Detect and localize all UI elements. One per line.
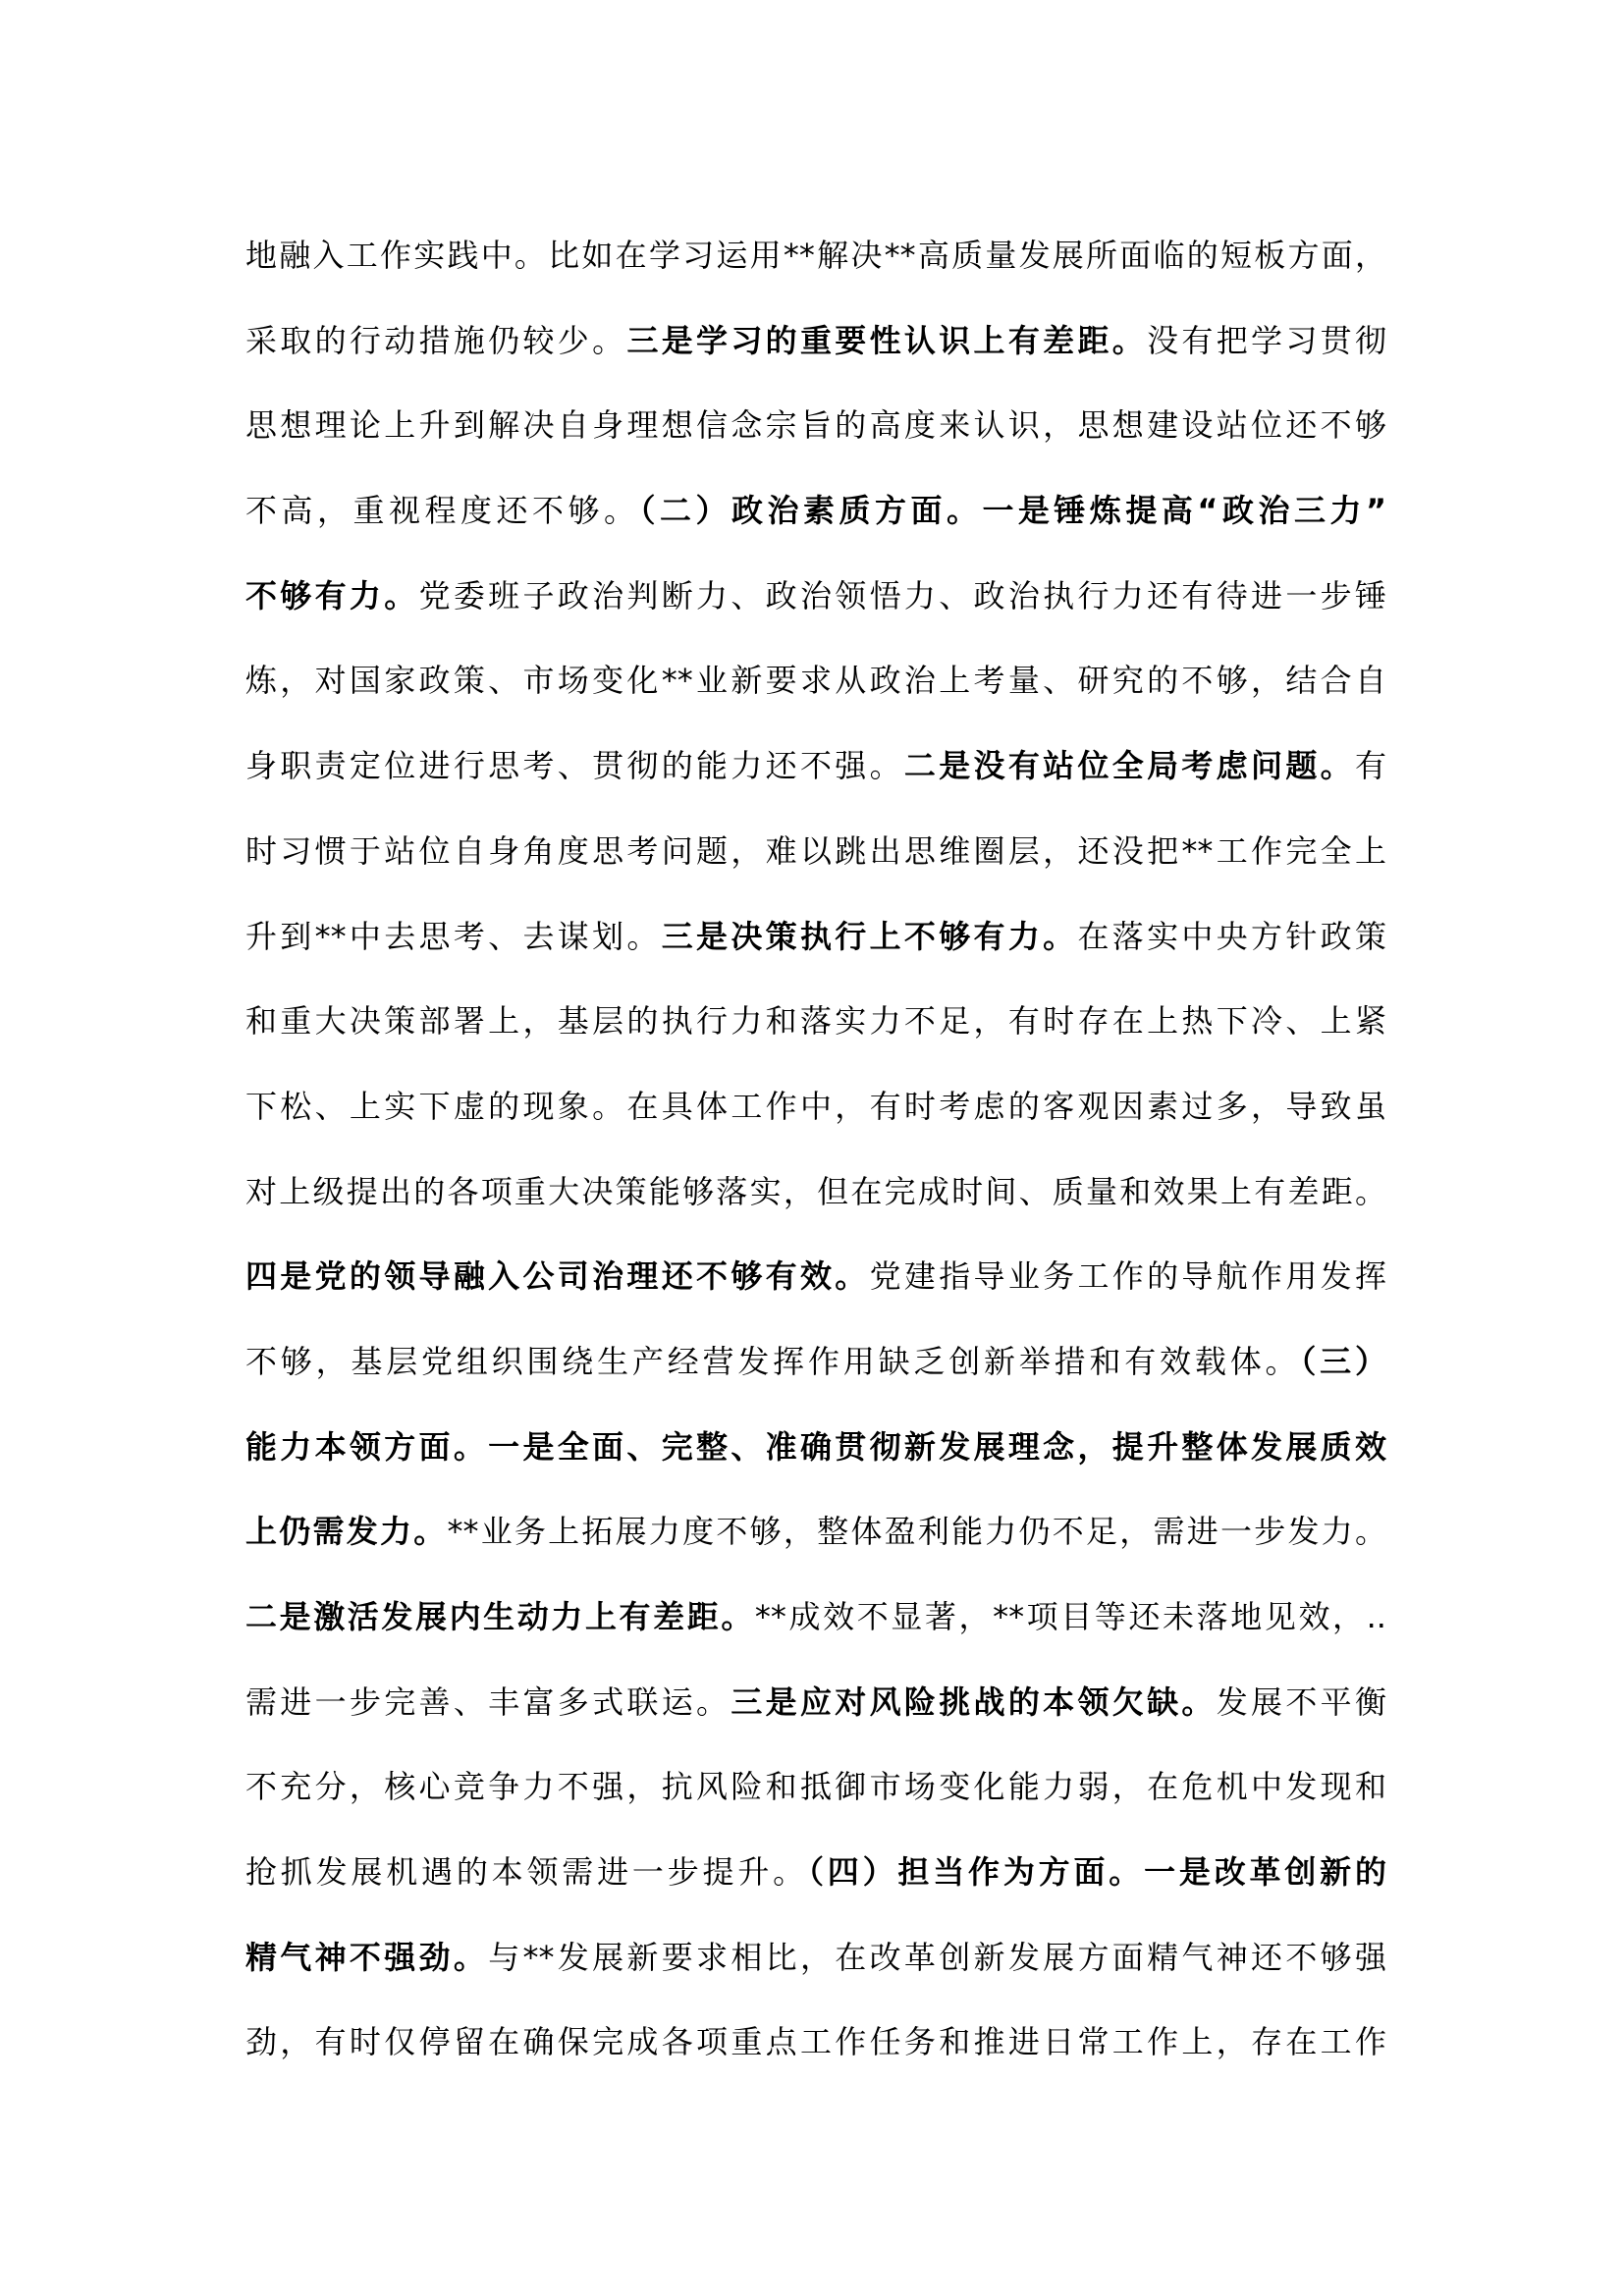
body-text: 炼，对国家政策、市场变化**业新要求从政治上考量、研究的不够，结合自: [245, 662, 1386, 700]
text-line: [245, 915, 1386, 1000]
text-line: [245, 829, 1386, 915]
text-line: [245, 1850, 1386, 1936]
body-text: 发展不平衡: [1216, 1682, 1386, 1721]
bold-heading-text: （三）: [1300, 1342, 1386, 1380]
text-line: [245, 1681, 1386, 1766]
text-line: [245, 1255, 1386, 1340]
body-text: 有: [1354, 747, 1386, 785]
bold-heading-text: 不够有力。: [245, 576, 419, 614]
bold-heading-text: 三是应对风险挑战的本领欠缺。: [731, 1682, 1217, 1721]
document-body: [245, 234, 1386, 2106]
body-text: 不充分，核心竞争力不强，抗风险和抵御市场变化能力弱，在危机中发现和: [245, 1768, 1386, 1806]
text-line: [245, 1936, 1386, 2021]
body-text: 党建指导业务工作的导航作用发挥: [869, 1257, 1386, 1296]
body-text: 地融入工作实践中。比如在学习运用**解决**高质量发展所面临的短板方面，: [245, 237, 1386, 274]
body-text: 抢抓发展机遇的本领需进一步提升。: [245, 1853, 808, 1892]
body-text: 没有把学习贯彻: [1147, 321, 1386, 359]
body-text: 党委班子政治判断力、政治领悟力、政治执行力还有待进一步锤: [418, 576, 1386, 614]
text-line: [245, 1595, 1386, 1681]
body-text: 与**发展新要求相比，在改革创新发展方面精气神还不够强: [488, 1938, 1386, 1976]
body-text: 采取的行动措施仍较少。: [245, 321, 627, 359]
text-line: [245, 1425, 1386, 1511]
bold-heading-text: 能力本领方面。一是全面、完整、准确贯彻新发展理念，提升整体发展质效: [245, 1427, 1386, 1466]
text-line: [245, 234, 1386, 319]
body-text: 思想理论上升到解决自身理想信念宗旨的高度来认识，思想建设站位还不够: [245, 406, 1386, 445]
bold-heading-text: 四是党的领导融入公司治理还不够有效。: [245, 1257, 870, 1296]
body-text: **业务上拓展力度不够，整体盈利能力仍不足，需进一步发力。: [447, 1513, 1386, 1551]
text-line: [245, 999, 1386, 1085]
body-text: 需进一步完善、丰富多式联运。: [245, 1682, 731, 1721]
text-line: [245, 1170, 1386, 1255]
text-line: [245, 744, 1386, 829]
bold-heading-text: 精气神不强劲。: [245, 1938, 489, 1976]
bold-heading-text: （二）政治素质方面。一是锤炼提高“政治三力”: [639, 492, 1386, 530]
body-text: 不够，基层党组织围绕生产经营发挥作用缺乏创新举措和有效载体。: [245, 1342, 1301, 1380]
text-line: [245, 2020, 1386, 2106]
body-text: 在落实中央方针政策: [1077, 917, 1386, 955]
body-text: **成效不显著，**项目等还未落地见效，..: [754, 1598, 1386, 1635]
text-line: [245, 1510, 1386, 1595]
text-line: [245, 1765, 1386, 1850]
bold-heading-text: 二是激活发展内生动力上有差距。: [245, 1598, 755, 1635]
text-line: [245, 403, 1386, 489]
text-line: [245, 659, 1386, 744]
bold-heading-text: 三是决策执行上不够有力。: [661, 917, 1078, 955]
bold-heading-text: （四）担当作为方面。一是改革创新的: [808, 1853, 1386, 1892]
bold-heading-text: 三是学习的重要性认识上有差距。: [626, 321, 1148, 359]
body-text: 身职责定位进行思考、贯彻的能力还不强。: [245, 747, 904, 785]
text-line: [245, 574, 1386, 660]
body-text: 不高，重视程度还不够。: [245, 492, 640, 530]
text-line: [245, 319, 1386, 404]
body-text: 和重大决策部署上，基层的执行力和落实力不足，有时存在上热下冷、上紧: [245, 1002, 1386, 1041]
body-text: 劲，有时仅停留在确保完成各项重点工作任务和推进日常工作上，存在工作: [245, 2023, 1386, 2061]
text-line: [245, 1085, 1386, 1170]
bold-heading-text: 上仍需发力。: [245, 1513, 448, 1551]
text-line: [245, 489, 1386, 574]
body-text: 下松、上实下虚的现象。在具体工作中，有时考虑的客观因素过多，导致虽: [245, 1087, 1386, 1125]
body-text: 升到**中去思考、去谋划。: [245, 917, 662, 955]
body-text: 时习惯于站位自身角度思考问题，难以跳出思维圈层，还没把**工作完全上: [245, 831, 1386, 870]
body-text: 对上级提出的各项重大决策能够落实，但在完成时间、质量和效果上有差距。: [245, 1172, 1386, 1210]
text-line: [245, 1340, 1386, 1425]
bold-heading-text: 二是没有站位全局考虑问题。: [903, 747, 1355, 785]
